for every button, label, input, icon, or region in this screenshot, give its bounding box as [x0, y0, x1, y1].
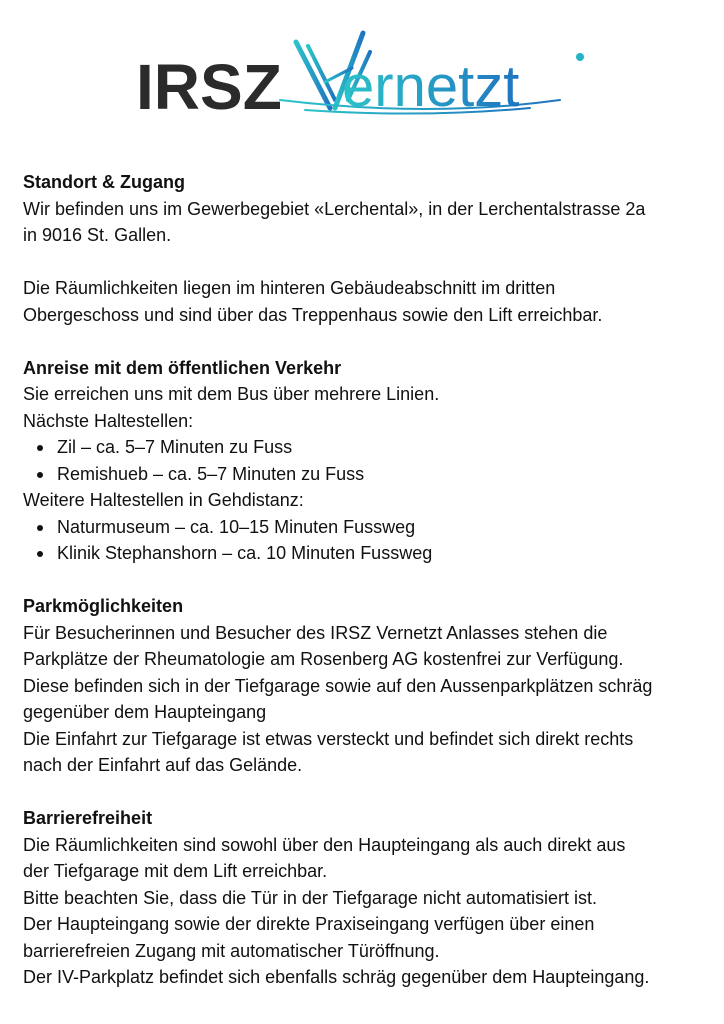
document-body [23, 169, 713, 991]
text-line: gegenüber dem Haupteingang [23, 702, 267, 722]
heading-parking: Parkmöglichkeiten [23, 596, 184, 616]
text-line: Wir befinden uns im Gewerbegebiet «Lerchental», in der Lerchentalstrasse 2a [23, 198, 646, 219]
svg-text:ernetzt: ernetzt [342, 54, 520, 119]
text-line: Parkplätze der Rheumatologie am Rosenberg AG kostenfrei zur Verfügung. [23, 649, 624, 669]
text-line: der Tiefgarage mit dem Lift erreichbar. [23, 861, 328, 881]
svg-text:IRSZ: IRSZ [136, 51, 282, 123]
text-line: nach der Einfahrt auf das Gelände. [23, 755, 303, 775]
text-line: Obergeschoss und sind über das Treppenhaus sowie den Lift erreichbar. [23, 304, 603, 325]
text-line: in 9016 St. Gallen. [23, 225, 172, 245]
irsz-vernetzt-logo [130, 20, 600, 130]
text-line: Der Haupteingang sowie der direkte Praxiseingang verfügen über einen [23, 914, 595, 934]
text-line: Sie erreichen uns mit dem Bus über mehrere Linien. [23, 384, 440, 404]
text-line: Die Einfahrt zur Tiefgarage ist etwas versteckt und befindet sich direkt rechts [23, 728, 634, 749]
list-item: Klinik Stephanshorn – ca. 10 Minuten Fussweg [57, 540, 713, 567]
further-stops-list [23, 514, 713, 567]
list-item: Naturmuseum – ca. 10–15 Minuten Fussweg [57, 514, 713, 541]
text-line: Der IV-Parkplatz befindet sich ebenfalls schräg gegenüber dem Haupteingang. [23, 967, 650, 987]
list-item: Remishueb – ca. 5–7 Minuten zu Fuss [57, 461, 713, 488]
text-line: Diese befinden sich in der Tiefgarage sowie auf den Aussenparkplätzen schräg [23, 675, 653, 696]
text-line: Die Räumlichkeiten liegen im hinteren Gebäudeabschnitt im dritten [23, 278, 556, 298]
text-line: Für Besucherinnen und Besucher des IRSZ Vernetzt Anlasses stehen die [23, 622, 608, 643]
list-item: Zil – ca. 5–7 Minuten zu Fuss [57, 434, 713, 461]
text-line: Bitte beachten Sie, dass die Tür in der Tiefgarage nicht automatisiert ist. [23, 887, 597, 908]
text-line: Die Räumlichkeiten sind sowohl über den Haupteingang als auch direkt aus [23, 834, 626, 855]
heading-standort: Standort & Zugang [23, 172, 185, 192]
heading-accessibility: Barrierefreiheit [23, 808, 153, 828]
list-label: Nächste Haltestellen: [23, 410, 194, 431]
text-line: barrierefreien Zugang mit automatischer Türöffnung. [23, 940, 440, 961]
heading-oev: Anreise mit dem öffentlichen Verkehr [23, 357, 342, 378]
nearest-stops-list [23, 434, 713, 487]
list-label: Weitere Haltestellen in Gehdistanz: [23, 490, 304, 510]
